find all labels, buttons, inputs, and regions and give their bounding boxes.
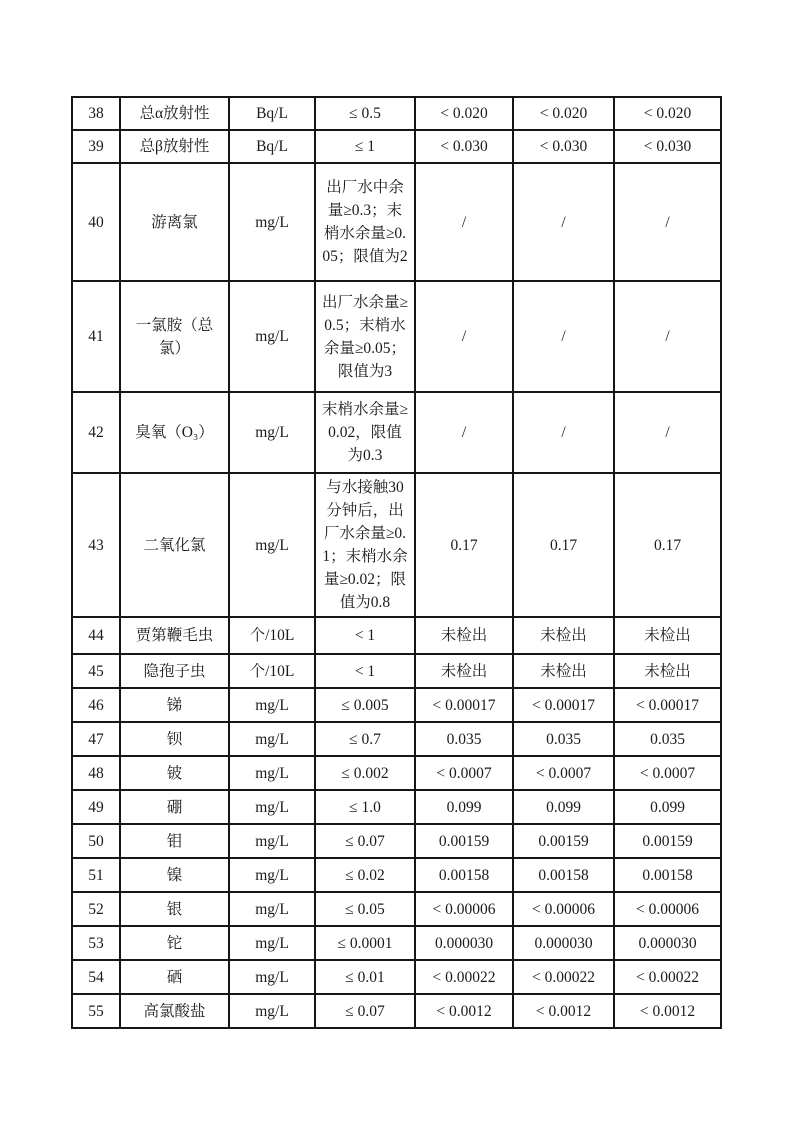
- unit-cell: mg/L: [229, 163, 315, 281]
- parameter-name-cell: 隐孢子虫: [120, 654, 229, 688]
- limit-cell: < 1: [315, 654, 415, 688]
- parameter-name-cell: 二氧化氯: [120, 473, 229, 617]
- result-cell-3: 0.035: [614, 722, 721, 756]
- parameter-name-cell: 锑: [120, 688, 229, 722]
- result-cell-2: /: [513, 163, 614, 281]
- table-row: [72, 994, 721, 1028]
- unit-cell: mg/L: [229, 892, 315, 926]
- result-cell-3: /: [614, 281, 721, 392]
- table-row: [72, 722, 721, 756]
- limit-cell: ≤ 0.005: [315, 688, 415, 722]
- unit-cell: mg/L: [229, 281, 315, 392]
- limit-cell: ≤ 0.07: [315, 824, 415, 858]
- table-row: [72, 617, 721, 654]
- result-cell-3: < 0.0012: [614, 994, 721, 1028]
- parameter-name-cell: 臭氧（O₃）: [120, 392, 229, 473]
- row-number-cell: 54: [72, 960, 120, 994]
- unit-cell: Bq/L: [229, 130, 315, 163]
- row-number-cell: 38: [72, 97, 120, 130]
- result-cell-1: 0.000030: [415, 926, 513, 960]
- result-cell-2: < 0.0012: [513, 994, 614, 1028]
- result-cell-2: 0.00159: [513, 824, 614, 858]
- unit-cell: mg/L: [229, 790, 315, 824]
- table-row: [72, 756, 721, 790]
- result-cell-2: 0.000030: [513, 926, 614, 960]
- water-quality-table: [71, 96, 722, 1029]
- result-cell-3: < 0.030: [614, 130, 721, 163]
- unit-cell: mg/L: [229, 392, 315, 473]
- row-number-cell: 45: [72, 654, 120, 688]
- table-row: [72, 824, 721, 858]
- table-row: [72, 163, 721, 281]
- table-row: [72, 654, 721, 688]
- unit-cell: mg/L: [229, 824, 315, 858]
- limit-cell: 出厂水中余量≥0.3；末梢水余量≥0.05；限值为2: [315, 163, 415, 281]
- row-number-cell: 42: [72, 392, 120, 473]
- result-cell-3: 0.00159: [614, 824, 721, 858]
- result-cell-3: < 0.0007: [614, 756, 721, 790]
- unit-cell: mg/L: [229, 960, 315, 994]
- unit-cell: mg/L: [229, 722, 315, 756]
- row-number-cell: 50: [72, 824, 120, 858]
- result-cell-2: < 0.00006: [513, 892, 614, 926]
- result-cell-1: < 0.030: [415, 130, 513, 163]
- table-row: [72, 688, 721, 722]
- limit-cell: ≤ 0.02: [315, 858, 415, 892]
- result-cell-2: /: [513, 392, 614, 473]
- parameter-name-cell: 硒: [120, 960, 229, 994]
- limit-cell: ≤ 1.0: [315, 790, 415, 824]
- result-cell-3: 0.000030: [614, 926, 721, 960]
- table-row: [72, 790, 721, 824]
- result-cell-1: 0.17: [415, 473, 513, 617]
- result-cell-2: < 0.00022: [513, 960, 614, 994]
- row-number-cell: 47: [72, 722, 120, 756]
- parameter-name-cell: 镍: [120, 858, 229, 892]
- result-cell-3: /: [614, 392, 721, 473]
- result-cell-1: < 0.00006: [415, 892, 513, 926]
- result-cell-1: < 0.0012: [415, 994, 513, 1028]
- result-cell-2: 0.035: [513, 722, 614, 756]
- result-cell-3: 未检出: [614, 654, 721, 688]
- result-cell-2: < 0.00017: [513, 688, 614, 722]
- row-number-cell: 49: [72, 790, 120, 824]
- row-number-cell: 39: [72, 130, 120, 163]
- limit-cell: ≤ 0.002: [315, 756, 415, 790]
- parameter-name-cell: 一氯胺（总氯）: [120, 281, 229, 392]
- row-number-cell: 41: [72, 281, 120, 392]
- limit-cell: 与水接触30分钟后，出厂水余量≥0.1；末梢水余量≥0.02；限值为0.8: [315, 473, 415, 617]
- result-cell-3: 0.099: [614, 790, 721, 824]
- table-row: [72, 281, 721, 392]
- unit-cell: mg/L: [229, 994, 315, 1028]
- result-cell-1: /: [415, 392, 513, 473]
- result-cell-3: 0.00158: [614, 858, 721, 892]
- result-cell-2: 未检出: [513, 617, 614, 654]
- result-cell-1: 0.00158: [415, 858, 513, 892]
- result-cell-3: < 0.020: [614, 97, 721, 130]
- row-number-cell: 52: [72, 892, 120, 926]
- table-row: [72, 960, 721, 994]
- result-cell-2: < 0.030: [513, 130, 614, 163]
- row-number-cell: 51: [72, 858, 120, 892]
- result-cell-2: 未检出: [513, 654, 614, 688]
- unit-cell: 个/10L: [229, 654, 315, 688]
- result-cell-3: /: [614, 163, 721, 281]
- limit-cell: 末梢水余量≥0.02，限值为0.3: [315, 392, 415, 473]
- limit-cell: ≤ 0.01: [315, 960, 415, 994]
- result-cell-1: /: [415, 163, 513, 281]
- result-cell-1: 未检出: [415, 617, 513, 654]
- table-row: [72, 130, 721, 163]
- unit-cell: mg/L: [229, 858, 315, 892]
- parameter-name-cell: 游离氯: [120, 163, 229, 281]
- limit-cell: < 1: [315, 617, 415, 654]
- parameter-name-cell: 总β放射性: [120, 130, 229, 163]
- row-number-cell: 48: [72, 756, 120, 790]
- parameter-name-cell: 钡: [120, 722, 229, 756]
- result-cell-1: < 0.020: [415, 97, 513, 130]
- result-cell-2: 0.17: [513, 473, 614, 617]
- row-number-cell: 43: [72, 473, 120, 617]
- result-cell-1: < 0.00017: [415, 688, 513, 722]
- parameter-name-cell: 铊: [120, 926, 229, 960]
- parameter-name-cell: 总α放射性: [120, 97, 229, 130]
- unit-cell: mg/L: [229, 926, 315, 960]
- parameter-name-cell: 高氯酸盐: [120, 994, 229, 1028]
- table-row: [72, 926, 721, 960]
- limit-cell: ≤ 0.5: [315, 97, 415, 130]
- unit-cell: mg/L: [229, 688, 315, 722]
- result-cell-1: /: [415, 281, 513, 392]
- result-cell-1: 未检出: [415, 654, 513, 688]
- row-number-cell: 44: [72, 617, 120, 654]
- limit-cell: 出厂水余量≥0.5；末梢水余量≥0.05；限值为3: [315, 281, 415, 392]
- limit-cell: ≤ 0.0001: [315, 926, 415, 960]
- limit-cell: ≤ 0.7: [315, 722, 415, 756]
- result-cell-3: < 0.00022: [614, 960, 721, 994]
- table-row: [72, 892, 721, 926]
- result-cell-1: 0.035: [415, 722, 513, 756]
- result-cell-1: 0.099: [415, 790, 513, 824]
- row-number-cell: 40: [72, 163, 120, 281]
- table-row: [72, 97, 721, 130]
- row-number-cell: 55: [72, 994, 120, 1028]
- limit-cell: ≤ 1: [315, 130, 415, 163]
- unit-cell: mg/L: [229, 756, 315, 790]
- result-cell-3: 0.17: [614, 473, 721, 617]
- row-number-cell: 46: [72, 688, 120, 722]
- result-cell-1: 0.00159: [415, 824, 513, 858]
- parameter-name-cell: 贾第鞭毛虫: [120, 617, 229, 654]
- result-cell-2: < 0.020: [513, 97, 614, 130]
- unit-cell: 个/10L: [229, 617, 315, 654]
- unit-cell: Bq/L: [229, 97, 315, 130]
- result-cell-2: 0.00158: [513, 858, 614, 892]
- limit-cell: ≤ 0.05: [315, 892, 415, 926]
- table-row: [72, 473, 721, 617]
- parameter-name-cell: 钼: [120, 824, 229, 858]
- result-cell-2: /: [513, 281, 614, 392]
- result-cell-1: < 0.00022: [415, 960, 513, 994]
- table-row: [72, 858, 721, 892]
- result-cell-2: < 0.0007: [513, 756, 614, 790]
- result-cell-3: 未检出: [614, 617, 721, 654]
- row-number-cell: 53: [72, 926, 120, 960]
- parameter-name-cell: 银: [120, 892, 229, 926]
- result-cell-3: < 0.00017: [614, 688, 721, 722]
- limit-cell: ≤ 0.07: [315, 994, 415, 1028]
- result-cell-2: 0.099: [513, 790, 614, 824]
- parameter-name-cell: 铍: [120, 756, 229, 790]
- result-cell-3: < 0.00006: [614, 892, 721, 926]
- result-cell-1: < 0.0007: [415, 756, 513, 790]
- unit-cell: mg/L: [229, 473, 315, 617]
- parameter-name-cell: 硼: [120, 790, 229, 824]
- table-row: [72, 392, 721, 473]
